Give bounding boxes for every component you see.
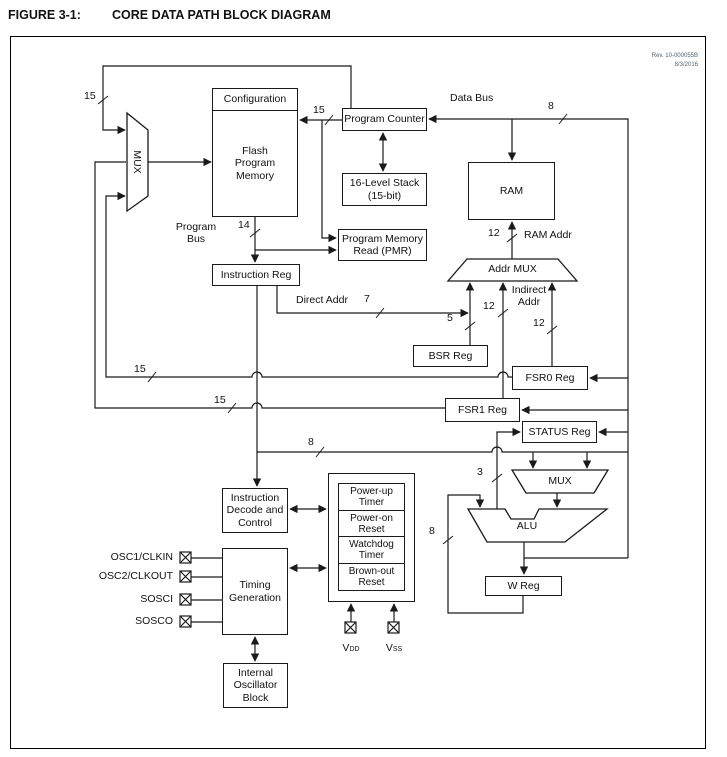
indirect-addr-line1: Indirect: [511, 284, 547, 296]
program-bus-line2: Bus: [186, 233, 206, 246]
pin-sosco-icon: [180, 616, 191, 627]
pin-vss-label: [380, 642, 408, 654]
width-status-flags: 3: [477, 466, 483, 478]
block-w-reg-label: W Reg: [507, 579, 540, 592]
width-program-bus: 14: [238, 219, 250, 231]
block-instruction-decode-line3: Control: [238, 516, 272, 529]
width-fsr1-to-mux: 15: [214, 394, 226, 406]
block-resets-list: [338, 483, 405, 591]
block-flash-line2: Program: [234, 157, 276, 170]
pin-sosci-label: SOSCI: [140, 593, 173, 605]
block-power-on-reset: [338, 510, 405, 538]
mux-left-label: MUX: [131, 150, 143, 174]
internal-osc-line2: Oscillator: [233, 679, 278, 692]
data-bus-label: Data Bus: [450, 92, 494, 104]
block-fsr1-reg-label: FSR1 Reg: [457, 403, 508, 416]
block-timing-line2: Generation: [229, 591, 281, 604]
power-up-timer-line1: Power-up: [350, 485, 393, 497]
vss-base: V: [385, 642, 393, 654]
internal-osc-line3: Block: [242, 691, 269, 704]
block-program-counter-label: Program Counter: [344, 113, 425, 126]
pin-osc2-icon: [180, 571, 191, 582]
vss-sub: SS: [392, 646, 403, 653]
brown-out-reset-line2: Reset: [358, 577, 385, 589]
block-flash-line1: Flash: [242, 144, 268, 157]
brown-out-reset-line1: Brown-out: [348, 565, 395, 577]
figure-number: FIGURE 3-1:: [8, 8, 81, 22]
addr-mux-label: Addr MUX: [488, 263, 537, 275]
program-bus-label: [160, 221, 232, 245]
block-fsr0-reg: [512, 366, 588, 390]
block-bsr-reg-label: BSR Reg: [428, 349, 473, 362]
revision-id: Rev. 10-000055B: [651, 53, 698, 59]
width-fsr1-indirect: 12: [483, 300, 495, 312]
figure-title: CORE DATA PATH BLOCK DIAGRAM: [112, 8, 331, 22]
block-instruction-reg: [212, 264, 300, 286]
block-status-reg-label: STATUS Reg: [528, 425, 591, 438]
block-timing-generation: [222, 548, 288, 635]
block-instruction-decode-line1: Instruction: [230, 491, 280, 504]
block-brown-out-reset: [338, 563, 405, 591]
block-ram: [468, 162, 555, 220]
indirect-addr-line2: Addr: [517, 296, 541, 309]
pin-sosci-icon: [180, 594, 191, 605]
direct-addr-label: Direct Addr: [296, 294, 348, 306]
block-stack-line1: 16-Level Stack: [349, 177, 420, 190]
pin-osc2-label: OSC2/CLKOUT: [98, 570, 173, 582]
width-data-bus: 8: [548, 100, 554, 112]
ram-addr-label: RAM Addr: [524, 229, 572, 241]
power-on-reset-line2: Reset: [358, 523, 385, 535]
pin-vss-icon: [388, 622, 399, 633]
block-watchdog-timer: [338, 536, 405, 564]
pin-osc1-label: OSC1/CLKIN: [110, 551, 173, 563]
width-bsr: 5: [447, 312, 453, 324]
block-timing-line1: Timing: [239, 579, 271, 592]
internal-osc-line1: Internal: [237, 666, 274, 679]
width-ram-addr: 12: [488, 227, 500, 239]
watchdog-timer-line2: Timer: [358, 550, 385, 562]
width-pc-to-mux: 15: [84, 90, 96, 102]
block-pmr: [338, 229, 427, 261]
block-flash-program-memory: [212, 110, 298, 217]
width-fsr0-indirect: 12: [533, 317, 545, 329]
block-configuration-label: Configuration: [223, 93, 287, 106]
program-bus-line1: Program: [175, 221, 217, 233]
pin-sosco-label: SOSCO: [135, 615, 173, 627]
block-fsr1-reg: [445, 398, 520, 422]
block-w-reg: [485, 576, 562, 596]
power-up-timer-line2: Timer: [358, 497, 385, 508]
block-bsr-reg: [413, 345, 488, 367]
indirect-addr-label: [500, 284, 558, 308]
power-on-reset-line1: Power-on: [350, 512, 393, 524]
width-w-feedback: 8: [429, 525, 435, 537]
vdd-sub: DD: [349, 646, 360, 653]
block-pmr-line1: Program Memory: [341, 232, 424, 245]
revision-date: 8/3/2016: [674, 62, 698, 68]
wire-pc-to-pmr: [322, 120, 336, 238]
block-instruction-decode: [222, 488, 288, 533]
block-power-up-timer: [338, 483, 405, 511]
block-internal-oscillator: [223, 663, 288, 708]
width-fsr0-to-mux: 15: [134, 363, 146, 375]
vdd-base: V: [342, 642, 350, 654]
block-status-reg: [522, 421, 597, 443]
block-configuration: [212, 88, 298, 111]
block-stack: [342, 173, 427, 206]
block-ram-label: RAM: [499, 184, 524, 197]
mux-alu-label: MUX: [548, 475, 572, 487]
block-pmr-line2: Read (PMR): [353, 245, 412, 257]
watchdog-timer-line1: Watchdog: [349, 539, 394, 551]
block-instruction-reg-label: Instruction Reg: [220, 268, 292, 281]
pin-osc1-icon: [180, 552, 191, 563]
pin-vdd-label: [337, 642, 365, 654]
width-direct-addr: 7: [364, 293, 370, 305]
block-flash-line3: Memory: [236, 169, 274, 182]
width-literal: 8: [308, 436, 314, 448]
block-stack-line2: (15-bit): [367, 189, 402, 202]
width-pc-to-flash: 15: [313, 104, 325, 116]
block-instruction-decode-line2: Decode and: [226, 504, 284, 517]
block-program-counter: [342, 108, 427, 131]
alu-label: ALU: [516, 520, 538, 532]
block-fsr0-reg-label: FSR0 Reg: [525, 371, 575, 384]
pin-vdd-icon: [345, 622, 356, 633]
